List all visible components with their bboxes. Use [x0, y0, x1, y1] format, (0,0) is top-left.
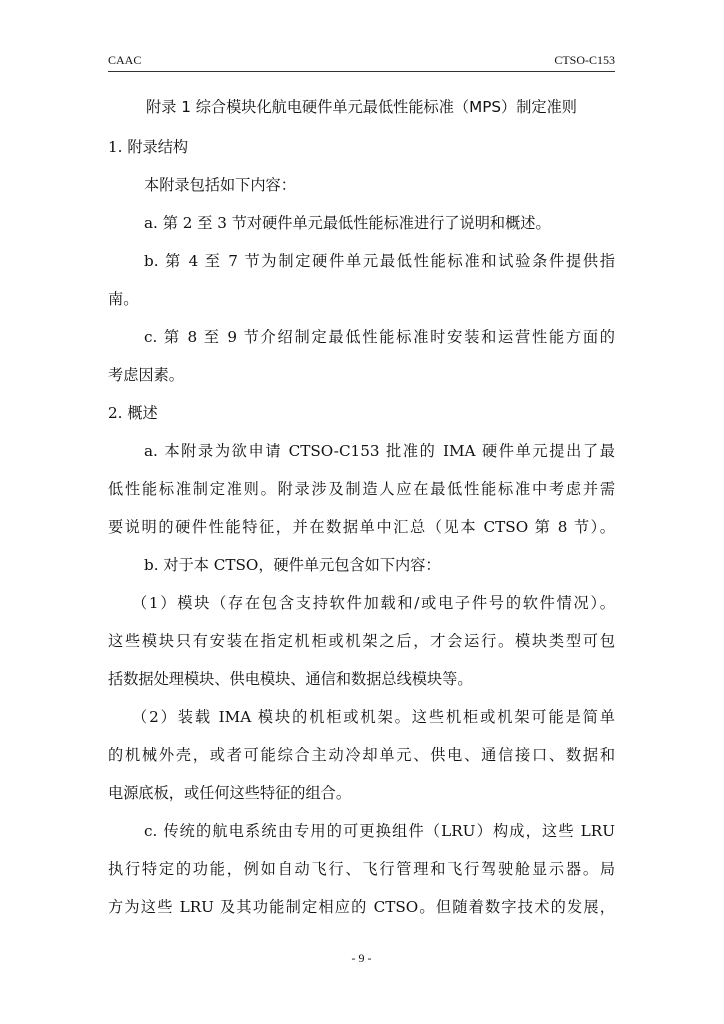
paragraph-line: 括数据处理模块、供电模块、通信和数据总线模块等。	[108, 670, 473, 688]
paragraph-line: 本附录包括如下内容：	[144, 176, 296, 194]
appendix-title: 附录 1 综合模块化航电硬件单元最低性能标准（MPS）制定准则	[146, 98, 577, 116]
paragraph-line: 的机械外壳，或者可能综合主动冷却单元、供电、通信接口、数据和	[108, 746, 615, 764]
paragraph-line: 执行特定的功能，例如自动飞行、飞行管理和飞行驾驶舱显示器。局	[108, 860, 615, 878]
paragraph-line: 电源底板，或任何这些特征的组合。	[108, 784, 351, 802]
paragraph-line: c. 第 8 至 9 节介绍制定最低性能标准时安装和运营性能方面的	[144, 328, 615, 346]
paragraph-line: 考虑因素。	[108, 366, 184, 384]
header-doc-id: CTSO-C153	[554, 53, 615, 67]
paragraph-line: a. 本附录为欲申请 CTSO-C153 批准的 IMA 硬件单元提出了最	[144, 442, 615, 460]
paragraph-line: （2）装载 IMA 模块的机柜或机架。这些机柜或机架可能是简单	[132, 708, 615, 726]
paragraph-line: a. 第 2 至 3 节对硬件单元最低性能标准进行了说明和概述。	[144, 214, 551, 232]
page-header	[108, 52, 615, 68]
section-heading-2: 2. 概述	[108, 404, 158, 422]
paragraph-line: （1）模块（存在包含支持软件加载和/或电子件号的软件情况）。	[132, 594, 615, 612]
paragraph-line: 方为这些 LRU 及其功能制定相应的 CTSO。但随着数字技术的发展，	[108, 898, 615, 916]
paragraph-line: 要说明的硬件性能特征，并在数据单中汇总（见本 CTSO 第 8 节）。	[108, 518, 615, 536]
paragraph-line: 南。	[108, 290, 139, 308]
header-divider	[108, 71, 615, 72]
paragraph-line: 低性能标准制定准则。附录涉及制造人应在最低性能标准中考虑并需	[108, 480, 615, 498]
paragraph-line: b. 对于本 CTSO，硬件单元包含如下内容：	[144, 556, 441, 574]
page-number: - 9 -	[351, 951, 372, 965]
paragraph-line: c. 传统的航电系统由专用的可更换组件（LRU）构成，这些 LRU	[144, 822, 615, 840]
section-heading-1: 1. 附录结构	[108, 138, 189, 156]
paragraph-line: b. 第 4 至 7 节为制定硬件单元最低性能标准和试验条件提供指	[144, 252, 615, 270]
header-org: CAAC	[108, 53, 142, 67]
paragraph-line: 这些模块只有安装在指定机柜或机架之后，才会运行。模块类型可包	[108, 632, 615, 650]
